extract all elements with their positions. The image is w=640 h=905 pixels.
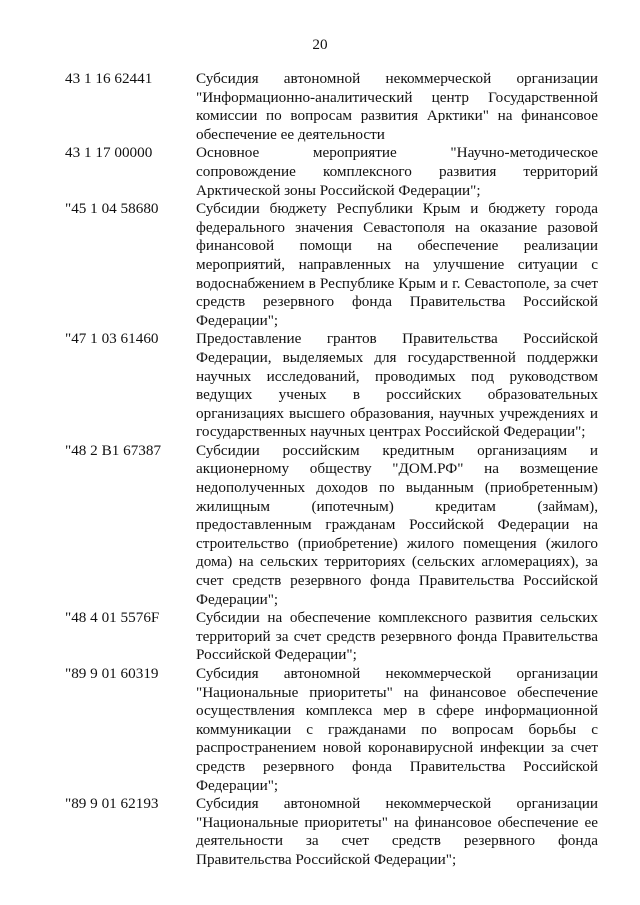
budget-code: "48 4 01 5576F [65,609,160,627]
budget-description: Основное мероприятие "Научно-методическое сопровождение комплексного развития территорий Арктической зоны Российской Федерации"; [196,144,598,199]
list-item [0,442,640,609]
list-item [0,200,640,330]
budget-code: "89 9 01 62193 [65,795,159,813]
budget-code: "45 1 04 58680 [65,200,159,218]
budget-description: Субсидии бюджету Республики Крым и бюджету города федерального значения Севастополя на оказание разовой финансовой помощи на обеспечение реализации мероприятий, направленных на улучшение ситуации с водоснабжением в Республике Крым и г. Севастополе, за счет средств резервного фонда Правительства Российской Федерации"; [196,200,598,329]
budget-code: 43 1 17 00000 [65,144,153,162]
budget-description: Предоставление грантов Правительства Российской Федерации, выделяемых для государственной поддержки научных исследований, проводимых под руководством ведущих ученых в российских образовательных организациях высшего образования, научных учреждениях и государственных научных центрах Российской Федерации"; [196,330,598,441]
list-item [0,144,640,200]
list-item [0,665,640,795]
budget-code: "47 1 03 61460 [65,330,159,348]
budget-description: Субсидии на обеспечение комплексного развития сельских территорий за счет средств резервного фонда Правительства Российской Федерации"; [196,609,598,664]
list-item [0,70,640,144]
budget-description: Субсидии российским кредитным организациям и акционерному обществу "ДОМ.РФ" на возмещение недополученных доходов по выданным (приобретенным) жилищным (ипотечным) кредитам (займам), предоставленным гражданам Российской Федерации на строительство (приобретение) жилого помещения (жилого дома) на сельских территориях (сельских агломерациях), за счет средств резервного фонда Правительства Российской Федерации"; [196,441,598,608]
budget-code: 43 1 16 62441 [65,70,153,87]
budget-code: "89 9 01 60319 [65,665,159,682]
budget-description: Субсидия автономной некоммерческой организации "Национальные приоритеты" на финансовое обеспечение осуществления комплекса мер в сфере информационной коммуникации с гражданами по вопросам борьбы с распространением новой коронавирусной инфекции за счет средств резервного фонда Правительства Российской Федерации"; [196,665,598,794]
budget-code: "48 2 B1 67387 [65,441,162,459]
budget-description: Субсидия автономной некоммерческой организации "Национальные приоритеты" на финансовое обеспечение ее деятельности за счет средств резервного фонда Правительства Российской Федерации"; [196,795,598,868]
budget-description: Субсидия автономной некоммерческой организации "Информационно-аналитический центр Государственной комиссии по вопросам развития Арктики" на финансовое обеспечение ее деятельности [196,70,598,143]
budget-code-list [0,70,640,870]
list-item [0,330,640,442]
page-number: 20 [312,36,328,53]
list-item [0,609,640,665]
list-item [0,795,640,869]
